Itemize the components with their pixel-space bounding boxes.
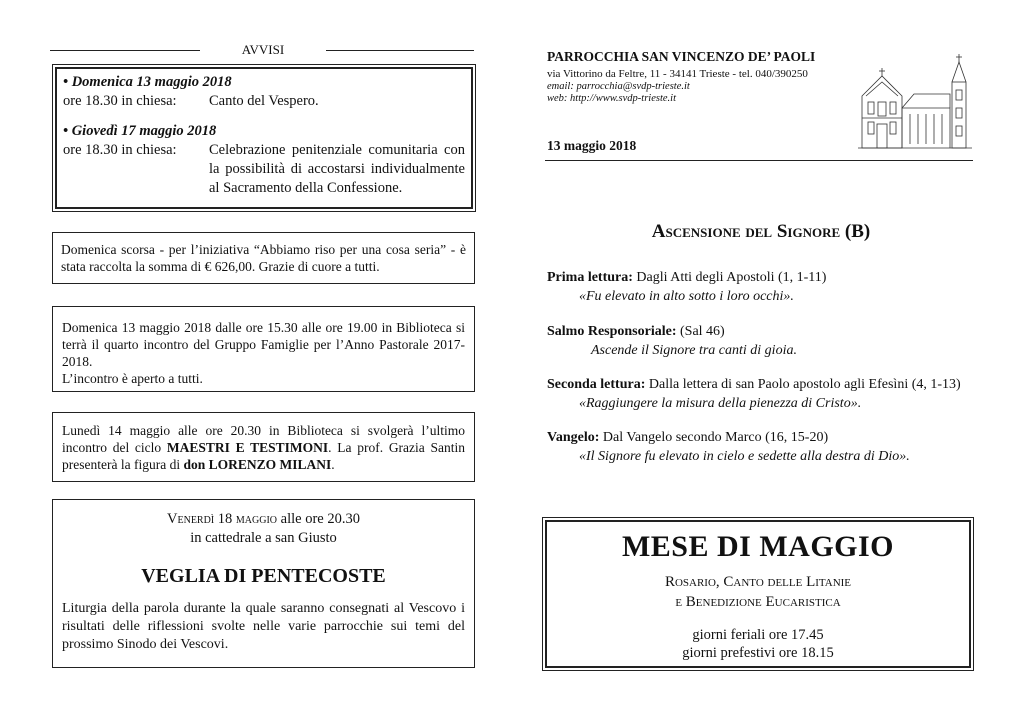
avvisi-events-box bbox=[55, 67, 473, 209]
header-rule bbox=[545, 160, 973, 161]
reading-1-label: Prima lettura: bbox=[547, 270, 633, 285]
veglia-place: in cattedrale a san Giusto bbox=[190, 530, 337, 546]
parish-email: email: parrocchia@svdp-trieste.it bbox=[547, 81, 690, 92]
reading-3-source: Dalla lettera di san Paolo apostolo agli Efesìni (4, 1-13) bbox=[645, 377, 961, 392]
don-milani-label: don LORENZO MILANI bbox=[183, 457, 332, 472]
maggio-time-1: giorni feriali ore 17.45 bbox=[692, 627, 824, 643]
parish-name: PARROCCHIA SAN VINCENZO DE’ PAOLI bbox=[547, 49, 816, 64]
event-2-time: ore 18.30 in chiesa: bbox=[63, 142, 177, 158]
veglia-title: VEGLIA DI PENTECOSTE bbox=[141, 565, 386, 587]
veglia-date: Venerdì 18 maggio alle ore 20.30 bbox=[167, 511, 360, 527]
maestri-testimoni-label: MAESTRI E TESTIMONI bbox=[166, 440, 329, 455]
reading-2-quote: Ascende il Signore tra canti di gioia. bbox=[591, 343, 797, 358]
maggio-title: MESE DI MAGGIO bbox=[621, 530, 895, 563]
parish-address: via Vittorino da Feltre, 11 - 34141 Trieste - tel. 040/390250 bbox=[547, 68, 808, 80]
event-1-time: ore 18.30 in chiesa: bbox=[63, 93, 177, 109]
maggio-sub-1: Rosario, Canto delle Litanie bbox=[664, 574, 852, 590]
veglia-box bbox=[52, 499, 475, 668]
parish-web: web: http://www.svdp-trieste.it bbox=[547, 93, 677, 104]
reading-4-quote: «Il Signore fu elevato in cielo e sedette alla destra di Dio». bbox=[579, 449, 910, 464]
reading-3 bbox=[547, 375, 961, 413]
reading-4-label: Vangelo: bbox=[547, 430, 600, 445]
event-2-title: • Giovedì 17 maggio 2018 bbox=[63, 123, 217, 139]
veglia-body: Liturgia della parola durante la quale saranno consegnati al Vescovo i risultati delle riflessioni svolte nelle varie parrocchie sui temi del prossimo Sinodo dei Vescovi. bbox=[62, 601, 465, 652]
reading-2-label: Salmo Responsoriale: bbox=[547, 324, 677, 339]
reading-3-label: Seconda lettura: bbox=[547, 377, 646, 392]
reading-1-quote: «Fu elevato in alto sotto i loro occhi». bbox=[579, 289, 794, 304]
church-drawing-icon bbox=[858, 48, 976, 152]
maggio-box bbox=[545, 520, 971, 668]
notice-famiglie-open: L’incontro è aperto a tutti. bbox=[62, 371, 203, 386]
reading-4-source: Dal Vangelo secondo Marco (16, 15-20) bbox=[599, 430, 829, 445]
parish-header bbox=[547, 48, 857, 105]
reading-2-source: (Sal 46) bbox=[676, 324, 725, 339]
event-2-desc: Celebrazione penitenziale comunitaria con la possibilità di accostarsi individualmente al Sacramento della Confessione. bbox=[209, 142, 465, 196]
avvisi-heading: AVVISI bbox=[241, 42, 285, 57]
notice-riso-box bbox=[52, 232, 475, 284]
event-1 bbox=[63, 73, 465, 111]
reading-1-source: Dagli Atti degli Apostoli (1, 1-11) bbox=[632, 270, 827, 285]
parish-date: 13 maggio 2018 bbox=[547, 138, 637, 153]
reading-3-quote: «Raggiungere la misura della pienezza di Cristo». bbox=[579, 396, 862, 411]
notice-maestri-text: Lunedì 14 maggio alle ore 20.30 in Biblioteca si svolgerà l’ultimo incontro del ciclo MAESTRI E TESTIMONI. La prof. Grazia Santin presenterà la figura di don LORENZO MILANI. bbox=[62, 423, 466, 472]
event-2 bbox=[63, 122, 465, 198]
notice-riso-text: Domenica scorsa - per l’iniziativa “Abbiamo riso per una cosa seria” - è stata raccolta la somma di € 626,00. Grazie di cuore a tutti. bbox=[61, 242, 466, 274]
reading-2 bbox=[547, 322, 797, 360]
notice-famiglie-text: Domenica 13 maggio 2018 dalle ore 15.30 alle ore 19.00 in Biblioteca si terrà il quarto incontro del Gruppo Famiglie per l’Anno Pastorale 2017-2018. bbox=[62, 320, 465, 369]
event-1-desc: Canto del Vespero. bbox=[209, 93, 319, 109]
reading-4 bbox=[547, 428, 910, 466]
notice-maestri-box bbox=[52, 412, 475, 482]
maggio-sub-2: e Benedizione Eucaristica bbox=[675, 594, 841, 610]
maggio-time-2: giorni prefestivi ore 18.15 bbox=[682, 645, 834, 661]
avvisi-header bbox=[50, 43, 474, 57]
liturgy-title: Ascensione del Signore (B) bbox=[651, 221, 871, 242]
event-1-title: • Domenica 13 maggio 2018 bbox=[63, 74, 232, 90]
reading-1 bbox=[547, 268, 826, 306]
notice-famiglie-box bbox=[52, 306, 475, 392]
